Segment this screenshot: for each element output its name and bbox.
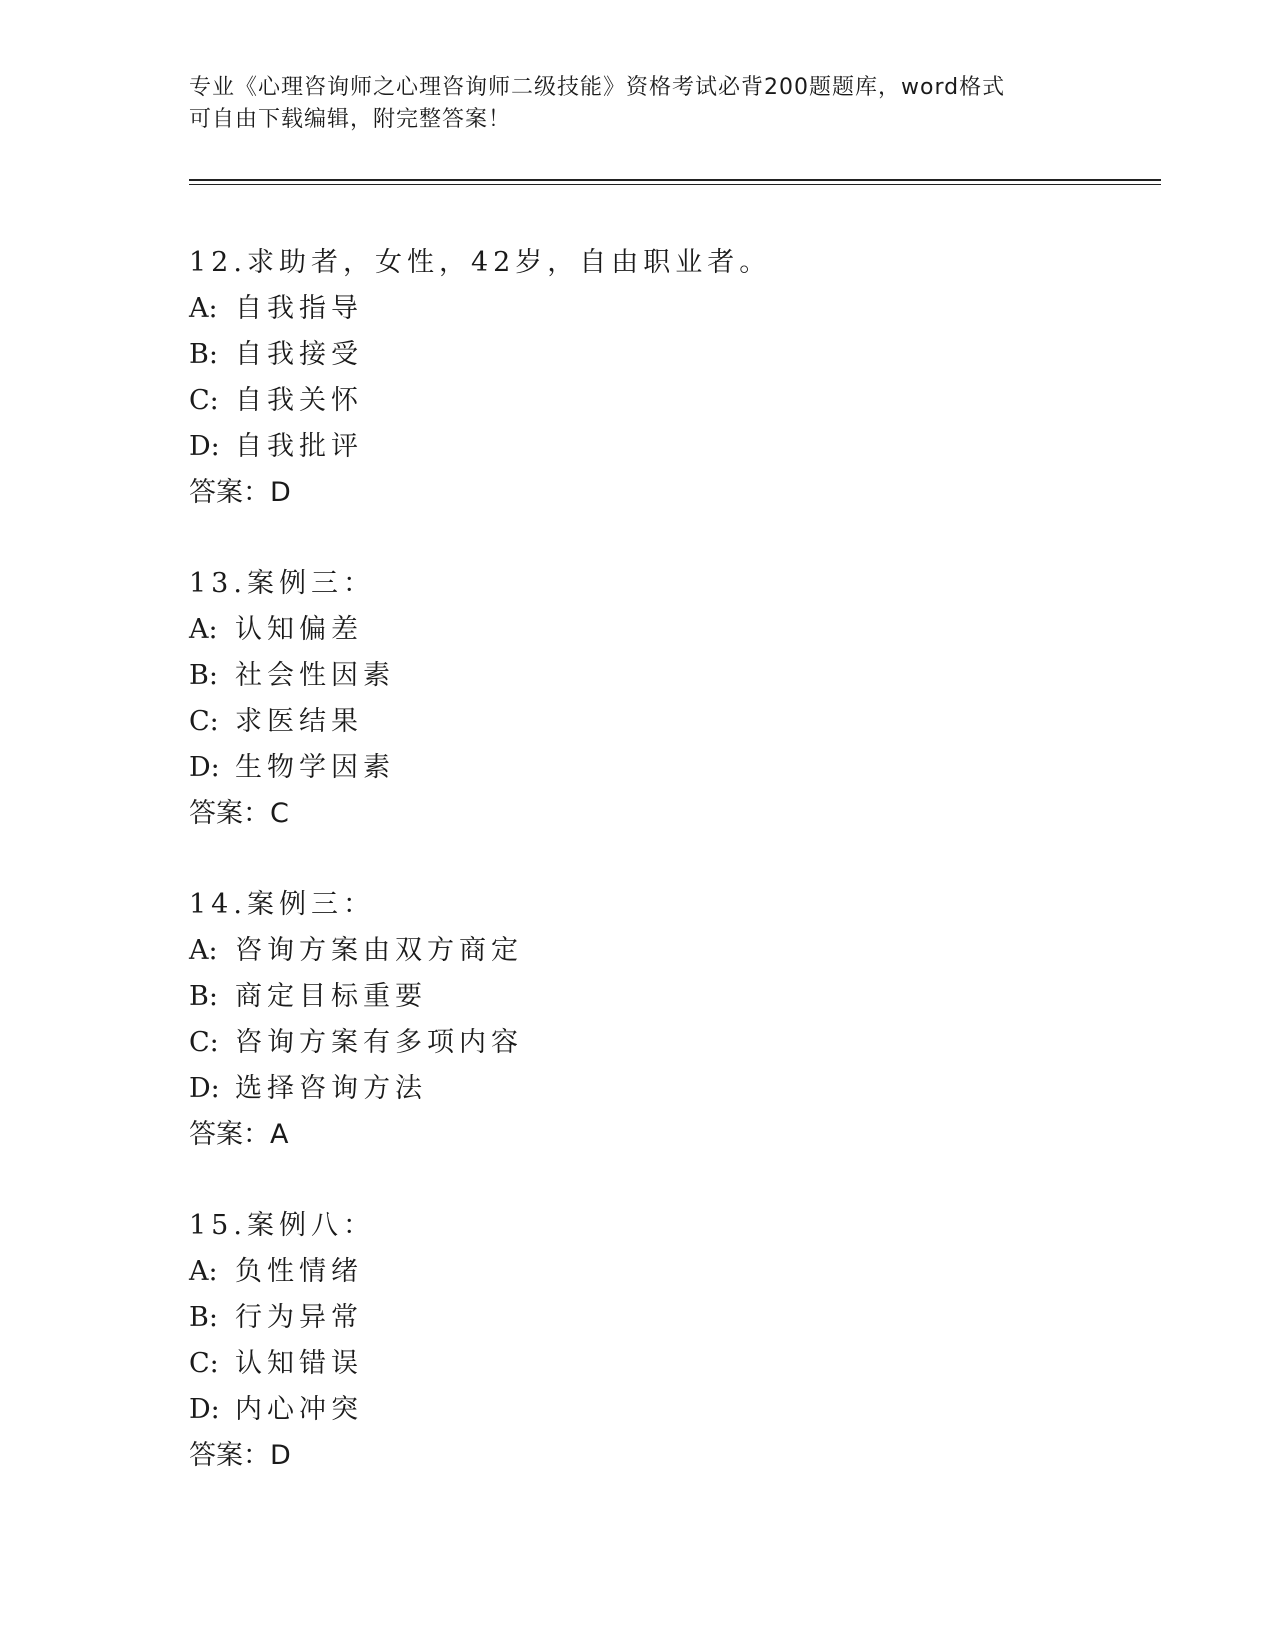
option-letter: A: xyxy=(189,1256,218,1287)
question-stem: 14.案例三： xyxy=(189,889,375,920)
option-letter: D: xyxy=(189,752,220,783)
option-text: 认知偏差 xyxy=(235,614,363,645)
option-c xyxy=(189,1341,1149,1387)
option-letter: D: xyxy=(189,431,220,462)
answer-line: 答案：D xyxy=(189,477,291,508)
option-text: 社会性因素 xyxy=(235,660,395,691)
option-letter: A: xyxy=(189,935,218,966)
option-letter: D: xyxy=(189,1394,220,1425)
option-letter: A: xyxy=(189,614,218,645)
option-a xyxy=(189,607,1149,653)
header-line-2: 可自由下载编辑，附完整答案！ xyxy=(189,107,512,132)
option-b xyxy=(189,332,1149,378)
option-text: 咨询方案由双方商定 xyxy=(235,935,523,966)
option-b xyxy=(189,974,1149,1020)
option-letter: B: xyxy=(189,981,218,1012)
option-c xyxy=(189,378,1149,424)
question-13 xyxy=(189,561,1149,882)
option-c xyxy=(189,1020,1149,1066)
answer-line: 答案：D xyxy=(189,1440,291,1471)
option-text: 行为异常 xyxy=(235,1302,363,1333)
option-text: 选择咨询方法 xyxy=(235,1073,427,1104)
question-stem: 15.案例八： xyxy=(189,1210,375,1241)
option-text: 商定目标重要 xyxy=(235,981,427,1012)
option-letter: D: xyxy=(189,1073,220,1104)
option-a xyxy=(189,928,1149,974)
option-text: 自我指导 xyxy=(235,293,363,324)
option-text: 负性情绪 xyxy=(235,1256,363,1287)
header-divider-thick xyxy=(189,179,1161,181)
option-text: 自我接受 xyxy=(235,339,363,370)
option-a xyxy=(189,1249,1149,1295)
option-letter: A: xyxy=(189,293,218,324)
option-text: 自我关怀 xyxy=(235,385,363,416)
option-text: 求医结果 xyxy=(235,706,363,737)
option-b xyxy=(189,653,1149,699)
option-d xyxy=(189,1066,1149,1112)
document-header xyxy=(189,72,1089,136)
option-text: 内心冲突 xyxy=(235,1394,363,1425)
option-d xyxy=(189,1387,1149,1433)
option-text: 咨询方案有多项内容 xyxy=(235,1027,523,1058)
question-15 xyxy=(189,1203,1149,1524)
option-letter: B: xyxy=(189,339,218,370)
question-14 xyxy=(189,882,1149,1203)
answer-line: 答案：C xyxy=(189,798,289,829)
option-d xyxy=(189,745,1149,791)
option-text: 自我批评 xyxy=(235,431,363,462)
option-b xyxy=(189,1295,1149,1341)
question-list xyxy=(189,240,1149,1524)
option-c xyxy=(189,699,1149,745)
header-line-1: 专业《心理咨询师之心理咨询师二级技能》资格考试必背200题题库，word格式 xyxy=(189,75,1006,100)
option-letter: C: xyxy=(189,1027,219,1058)
option-a xyxy=(189,286,1149,332)
option-letter: C: xyxy=(189,706,219,737)
option-letter: B: xyxy=(189,1302,218,1333)
option-letter: B: xyxy=(189,660,218,691)
answer-line: 答案：A xyxy=(189,1119,289,1150)
option-text: 生物学因素 xyxy=(235,752,395,783)
option-text: 认知错误 xyxy=(235,1348,363,1379)
question-stem: 13.案例三： xyxy=(189,568,375,599)
question-stem: 12.求助者，女性，42岁，自由职业者。 xyxy=(189,247,772,278)
question-12 xyxy=(189,240,1149,561)
option-letter: C: xyxy=(189,1348,219,1379)
option-letter: C: xyxy=(189,385,219,416)
header-divider-thin xyxy=(189,184,1161,185)
option-d xyxy=(189,424,1149,470)
